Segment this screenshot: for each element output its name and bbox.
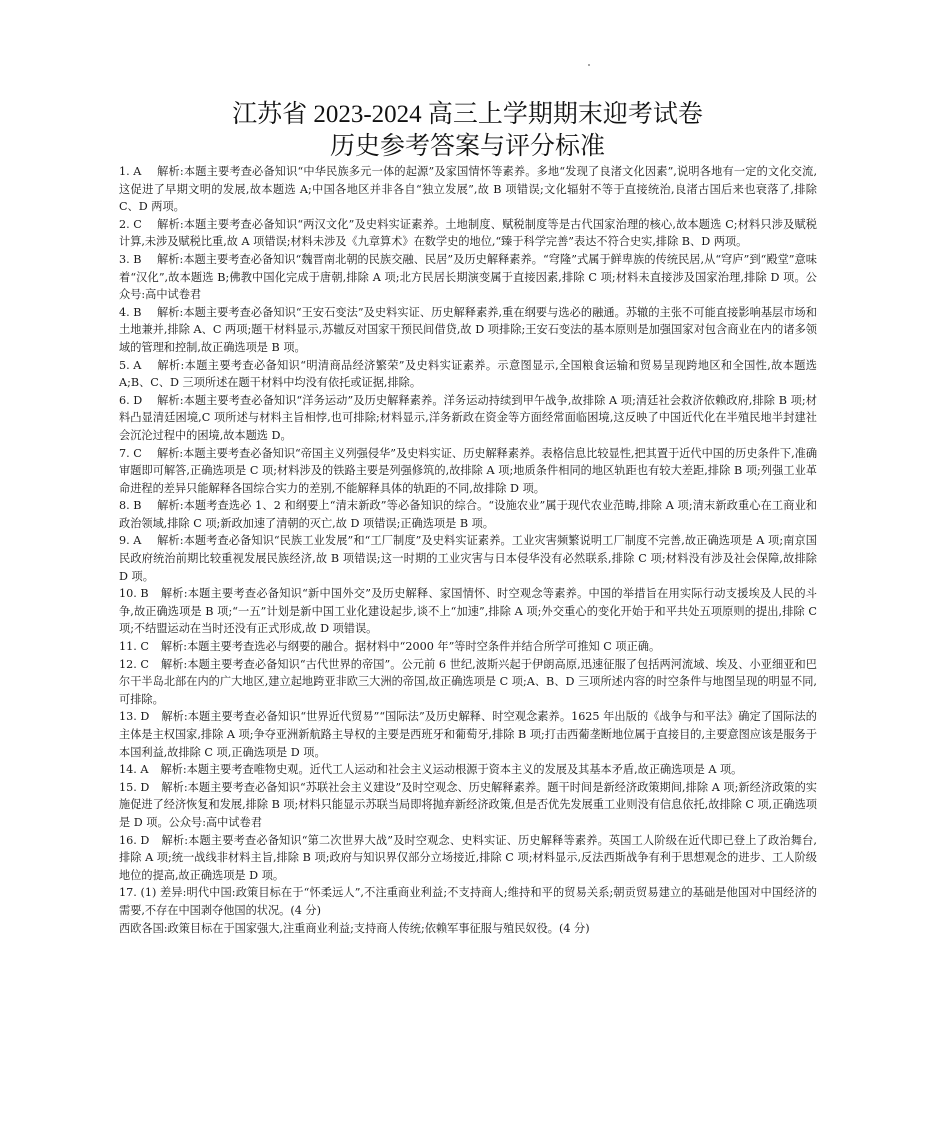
answer-item-12 [119,656,817,709]
answer-item-5 [119,357,817,392]
answer-number: 3. B [119,252,142,266]
answer-text: 解析:本题主要考查必备知识“王安石变法”及史料实证、历史解释素养,重在纲要与选必的融通。苏辙的主张不可能直接影响基层市场和土地兼并,排除 A、C 两项;题干材料显示,苏辙反对国家干预民间借贷,故 D 项排除;王安石变法的基本原则是加强国家对包含商业在内的诸多领域的管理和控制,故正确选项是 B 项。 [119,305,817,354]
answer-number: 14. A [119,763,149,777]
answer-text: 解析:本题主要考查必备知识“第二次世界大战”及时空观念、史料实证、历史解释等素养。英国工人阶级在近代即已登上了政治舞台,排除 A 项;统一战线非材料主旨,排除 B 项;政府与知识界仅部分立场接近,排除 C 项;材料显示,反法西斯战争有利于思想观念的进步、工人阶级地位的提高,故正确选项是 D 项。 [119,833,817,882]
answer-text: 解析:本题主要考查必备知识“明清商品经济繁荣”及史料实证素养。示意图显示,全国粮食运输和贸易呈现跨地区和全国性,故本题选 A;B、C、D 三项所述在题干材料中均没有依托或证据,排除。 [119,358,817,390]
answer-text: 解析:本题考查选必 1、2 和纲要上“清末新政”等必备知识的综合。“设施农业”属于现代农业范畴,排除 A 项;清末新政重心在工商业和政治领域,排除 C 项;新政加速了清朝的灭亡,故 D 项错误;正确选项是 B 项。 [119,499,817,530]
answer-item-17-1-cont [119,920,817,938]
answer-item-13 [119,708,817,761]
answer-number: 2. C [119,217,142,231]
answer-number: 15. D [119,780,150,794]
scan-speck [588,64,590,66]
answer-text: 差异:明代中国:政策目标在于“怀柔远人”,不注重商业利益;不支持商人;维持和平的贸易关系;朝贡贸易建立的基础是他国对中国经济的需要,不存在中国剥夺他国的状况。(4 分) [119,886,817,917]
answer-number: 9. A [119,534,142,548]
answer-item-10 [119,585,817,638]
answer-text: 解析:本题主要考查必备知识“世界近代贸易”“国际法”及历史解释、时空观念素养。1625 年出版的《战争与和平法》确定了国际法的主体是主权国家,排除 A 项;争夺亚洲新航路主导权的主要是西班牙和葡萄牙,排除 B 项;打击西葡垄断地位属于直接目的,主要意图应该是服务于本国利益,故排除 C 项,正确选项是 D 项。 [119,710,817,759]
answer-text: 解析:本题主要考查必备知识“中华民族多元一体的起源”及家国情怀等素养。多地“发现了良渚文化因素”,说明各地有一定的文化交流,这促进了早期文明的发展,故本题选 A;中国各地区并非各自“独立发展”,故 B 项错误;文化辐射不等于直接统治,良渚古国后来也衰落了,排除 C、D 两项。 [119,165,817,214]
answer-text: 解析:本题主要考查必备知识“魏晋南北朝的民族交融、民居”及历史解释素养。“穹隆”式属于鲜卑族的传统民居,从“穹庐”到“殿堂”意味着“汉化”,故本题选 B;佛教中国化完成于唐朝,排除 A 项;北方民居长期演变属于直接因素,排除 C 项;材料未直接涉及国家治理,排除 D 项。公众号:高中试卷君 [119,252,817,302]
answer-text: 解析:本题主要考查必备知识“苏联社会主义建设”及时空观念、历史解释素养。题干时间是新经济政策期间,排除 A 项;新经济政策的实施促进了经济恢复和发展,排除 B 项;材料只能显示苏联当局即将抛弃新经济政策,但是否优先发展重工业则没有信息依托,故排除 C 项,正确选项是 D 项。公众号:高中试卷君 [119,780,817,829]
answer-item-6 [119,392,817,445]
answer-number: 8. B [119,499,142,513]
document-title: 江苏省 2023-2024 高三上学期期末迎考试卷 [232,101,703,128]
answer-text: 解析:本题主要考查必备知识“两汉文化”及史料实证素养。土地制度、赋税制度等是古代国家治理的核心,故本题选 C;材料只涉及赋税计算,未涉及赋税比重,故 A 项错误;材料未涉及《九章算术》在数学史的地位,“臻于科学完善”表达不符合史实,排除 B、D 两项。 [119,217,817,249]
answer-text: 解析:本题主要考查必备知识“新中国外交”及历史解释、家国情怀、时空观念等素养。中国的举措旨在用实际行动支援埃及人民的斗争,故正确选项是 B 项;“一五”计划是新中国工业化建设起步,谈不上“加速”,排除 A 项;外交重心的变化开始于和平共处五项原则的提出,排除 C 项;不结盟运动在当时还没有正式形成,故 D 项错误。 [119,587,817,636]
answer-item-3 [119,251,817,304]
answer-number: 10. B [119,587,149,601]
answer-text: 解析:本题主要考查必备知识“古代世界的帝国”。公元前 6 世纪,波斯兴起于伊朗高原,迅速征服了包括两河流域、埃及、小亚细亚和巴尔干半岛北部在内的广大地区,建立起地跨亚非欧三大洲的帝国,故正确选项是 C 项;A、B、D 三项所述内容的时空条件与地图呈现的明显不同,可排除。 [119,657,817,706]
answer-number: 11. C [119,640,149,654]
answer-number: 5. A [119,358,142,372]
answer-number: 13. D [119,710,150,724]
document-subtitle: 历史参考答案与评分标准 [329,133,605,160]
answer-number: 7. C [119,446,142,460]
answer-text: 解析:本题主要考查必备知识“帝国主义列强侵华”及史料实证、历史解释素养。表格信息比较显性,把其置于近代中国的历史条件下,准确审题即可解答,正确选项是 C 项;材料涉及的铁路主要是列强修筑的,故排除 A 项;地质条件相同的地区轨距也有较大差距,排除 B 项;列强工业革命进程的差异只能解释各国综合实力的差别,不能解释具体的轨距的不同,故排除 D 项。 [119,446,818,495]
answer-text: 西欧各国:政策目标在于国家强大,注重商业利益;支持商人传统;依赖军事征服与殖民奴役。(4 分) [119,921,590,935]
answer-number: 1. A [119,165,142,178]
answer-item-11 [119,638,817,656]
answer-item-15 [119,779,817,832]
answer-text: 解析:本题考查必备知识“民族工业发展”和“工厂制度”及史料实证素养。工业灾害频繁说明工厂制度不完善,故正确选项是 A 项;南京国民政府统治前期比较重视发展民族经济,故 B 项错误;这一时期的工业灾害与日本侵华没有必然联系,排除 C 项;材料没有涉及社会保障,故排除 D 项。 [119,534,817,583]
answer-number: 4. B [119,305,142,319]
answer-item-7 [119,445,817,498]
answer-number: 6. D [119,393,143,407]
answer-item-9 [119,532,817,585]
answer-number: 16. D [119,833,150,847]
answer-number: 12. C [119,657,149,671]
answer-list [119,163,817,937]
answer-item-1 [119,163,817,216]
answer-text: 解析:本题主要考查必备知识“洋务运动”及历史解释素养。洋务运动持续到甲午战争,故排除 A 项;清廷社会救济依赖政府,排除 B 项;材料凸显清廷困境,C 项所述与材料主旨相悖,也可排除;材料显示,洋务新政在资金等方面经常面临困境,这反映了中国近代化在半殖民地半封建社会沉沦过程中的困境,故本题选 D。 [119,393,817,442]
answer-item-4 [119,304,817,357]
answer-item-14 [119,761,817,779]
answer-item-8 [119,497,817,532]
answer-item-17-1 [119,884,817,919]
answer-text: 解析:本题主要考查唯物史观。近代工人运动和社会主义运动根源于资本主义的发展及其基本矛盾,故正确选项是 A 项。 [160,763,743,777]
answer-number: 17. (1) [119,886,157,900]
answer-item-16 [119,832,817,885]
answer-text: 解析:本题主要考查选必与纲要的融合。据材料中“2000 年”等时空条件并结合所学可推知 C 项正确。 [160,640,661,654]
answer-item-2 [119,216,817,251]
